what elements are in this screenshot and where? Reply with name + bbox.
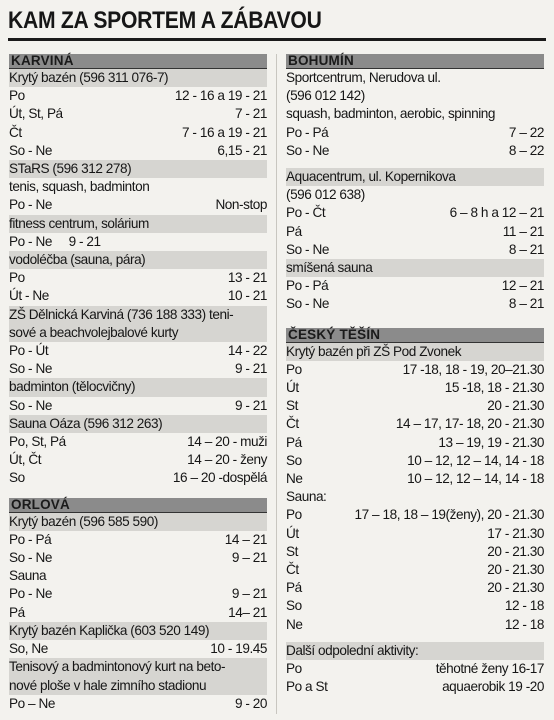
line-label: Aquacentrum, ul. Kopernikova bbox=[286, 169, 456, 185]
line-value: 12 - 16 a 19 - 21 bbox=[174, 88, 267, 104]
schedule-line bbox=[286, 142, 544, 160]
line-value: 13 - 21 bbox=[227, 270, 267, 286]
line-label: Tenisový a badmintonový kurt na beto- bbox=[9, 659, 226, 675]
line-value: 14 – 20 - ženy bbox=[187, 452, 267, 468]
line-label: squash, badminton, aerobic, spinning bbox=[286, 106, 495, 122]
schedule-line bbox=[9, 513, 267, 531]
schedule-line bbox=[286, 579, 544, 597]
line-label: Út bbox=[286, 380, 299, 396]
line-label: Po - Pá bbox=[286, 124, 329, 140]
schedule-line bbox=[286, 241, 544, 259]
schedule-line bbox=[286, 204, 544, 222]
line-label: Po - Ne bbox=[9, 197, 52, 213]
line-label: Ne bbox=[286, 616, 303, 632]
schedule-line bbox=[9, 585, 267, 603]
schedule-line bbox=[9, 360, 267, 378]
schedule-line bbox=[286, 69, 544, 87]
schedule-line bbox=[9, 87, 267, 105]
line-label: So - Ne bbox=[9, 397, 52, 413]
line-value: Non-stop bbox=[215, 197, 267, 213]
schedule-line bbox=[9, 196, 267, 214]
line-value: 15 -18, 18 - 21.30 bbox=[444, 380, 544, 396]
title-rule bbox=[8, 38, 546, 41]
schedule-line bbox=[286, 434, 544, 452]
line-value: 14 – 21 bbox=[224, 531, 267, 547]
schedule-line bbox=[9, 269, 267, 287]
line-label: Krytý bazén při ZŠ Pod Zvonek bbox=[286, 343, 462, 359]
line-value: 8 – 21 bbox=[508, 241, 544, 257]
line-label: Po - Čt bbox=[286, 205, 326, 221]
line-label: vodoléčba (sauna, pára) bbox=[9, 252, 146, 268]
schedule-line bbox=[286, 597, 544, 615]
schedule-line bbox=[9, 287, 267, 305]
line-label: Út, Čt bbox=[9, 452, 42, 468]
line-label: (596 012 638) bbox=[286, 187, 365, 203]
line-label: STaRS (596 312 278) bbox=[9, 161, 132, 177]
line-value: 7 – 22 bbox=[508, 124, 544, 140]
line-value: 20 - 21.30 bbox=[487, 562, 544, 578]
schedule-line bbox=[9, 677, 267, 695]
schedule-line bbox=[286, 379, 544, 397]
line-label: Pá bbox=[9, 604, 25, 620]
section-heading: KARVINÁ bbox=[9, 54, 267, 69]
section-karvina bbox=[9, 54, 267, 488]
column-divider bbox=[276, 54, 277, 714]
line-value: 17 -18, 18 - 19, 20–21.30 bbox=[402, 361, 544, 377]
line-value: 8 – 22 bbox=[508, 142, 544, 158]
schedule-line bbox=[9, 178, 267, 196]
line-label: Čt bbox=[286, 562, 299, 578]
line-value: 17 - 21.30 bbox=[487, 525, 544, 541]
schedule-line bbox=[286, 561, 544, 579]
line-value: 14– 21 bbox=[228, 604, 267, 620]
schedule-line bbox=[286, 397, 544, 415]
line-value: 9 - 20 bbox=[234, 695, 267, 711]
schedule-line bbox=[9, 378, 267, 396]
line-label: So - Ne bbox=[286, 142, 329, 158]
line-label: So - Ne bbox=[9, 361, 52, 377]
line-label: Po - Út bbox=[9, 343, 49, 359]
schedule-line bbox=[9, 160, 267, 178]
line-label: So bbox=[9, 470, 25, 486]
schedule-line bbox=[9, 69, 267, 87]
schedule-line bbox=[9, 324, 267, 342]
schedule-line bbox=[286, 488, 544, 506]
schedule-line bbox=[9, 415, 267, 433]
right-column bbox=[286, 54, 544, 697]
schedule-line bbox=[9, 622, 267, 640]
schedule-line bbox=[286, 506, 544, 524]
line-label: So - Ne bbox=[9, 550, 52, 566]
schedule-line bbox=[9, 604, 267, 622]
line-label: Po, St, Pá bbox=[9, 434, 66, 450]
line-value: 10 - 21 bbox=[227, 288, 267, 304]
section-heading: BOHUMÍN bbox=[286, 54, 544, 69]
line-label: St bbox=[286, 543, 298, 559]
schedule-line bbox=[286, 223, 544, 241]
schedule-line bbox=[9, 397, 267, 415]
line-value: 11 – 21 bbox=[502, 223, 544, 239]
line-value: 14 – 20 - muži bbox=[187, 434, 267, 450]
line-value: 10 – 12, 12 – 14, 14 - 18 bbox=[407, 452, 544, 468]
schedule-line bbox=[9, 124, 267, 142]
line-value: 8 – 21 bbox=[508, 296, 544, 312]
schedule-line bbox=[9, 549, 267, 567]
line-value: 14 – 17, 17- 18, 20 - 21.30 bbox=[395, 416, 544, 432]
schedule-line bbox=[9, 251, 267, 269]
line-label: Po bbox=[286, 661, 302, 677]
line-value: 7 - 16 a 19 - 21 bbox=[182, 124, 267, 140]
line-value: 10 – 12, 12 – 14, 14 - 18 bbox=[407, 471, 544, 487]
line-label: badminton (tělocvičny) bbox=[9, 379, 136, 395]
line-value: 9 – 21 bbox=[231, 586, 267, 602]
schedule-line bbox=[286, 415, 544, 433]
line-value: těhotné ženy 16-17 bbox=[435, 661, 544, 677]
line-value: aquaerobik 19 -20 bbox=[442, 679, 544, 695]
schedule-line bbox=[286, 168, 544, 186]
schedule-line bbox=[286, 678, 544, 696]
line-label: Po - Ne 9 - 21 bbox=[9, 233, 101, 249]
line-value: 14 - 22 bbox=[227, 343, 267, 359]
line-label: Út bbox=[286, 525, 299, 541]
schedule-line bbox=[9, 105, 267, 123]
line-value: 20 - 21.30 bbox=[487, 580, 544, 596]
line-label: fitness centrum, solárium bbox=[9, 215, 149, 231]
line-label: Další odpolední aktivity: bbox=[286, 642, 419, 658]
schedule-line bbox=[286, 525, 544, 543]
section-cesky-tesin bbox=[286, 328, 544, 697]
line-label: Út, St, Pá bbox=[9, 106, 63, 122]
line-label: Pá bbox=[286, 223, 302, 239]
line-label: tenis, squash, badminton bbox=[9, 179, 150, 195]
schedule-line bbox=[286, 277, 544, 295]
section-bohumin bbox=[286, 54, 544, 314]
page-title: KAM ZA SPORTEM A ZÁBAVOU bbox=[8, 7, 322, 34]
line-label: Po bbox=[286, 507, 302, 523]
line-value: 9 - 21 bbox=[234, 397, 267, 413]
line-label: Sauna: bbox=[286, 489, 327, 505]
line-label: Sauna Oáza (596 312 263) bbox=[9, 415, 163, 431]
schedule-line bbox=[286, 124, 544, 142]
line-value: 6,15 - 21 bbox=[217, 142, 267, 158]
line-label: So - Ne bbox=[286, 241, 329, 257]
line-value: 9 - 21 bbox=[234, 361, 267, 377]
line-label: So bbox=[286, 452, 302, 468]
schedule-line bbox=[9, 306, 267, 324]
line-label: (596 012 142) bbox=[286, 88, 365, 104]
line-value: 10 - 19.45 bbox=[210, 641, 267, 657]
schedule-line bbox=[286, 295, 544, 313]
line-label: So - Ne bbox=[9, 142, 52, 158]
left-column bbox=[9, 54, 267, 713]
line-value: 6 – 8 h a 12 – 21 bbox=[449, 205, 544, 221]
line-label: Po – Ne bbox=[9, 695, 55, 711]
line-label: Čt bbox=[286, 416, 299, 432]
line-value: 9 – 21 bbox=[231, 550, 267, 566]
schedule-line bbox=[9, 433, 267, 451]
schedule-line bbox=[9, 658, 267, 676]
line-label: Sauna bbox=[9, 568, 47, 584]
line-label: Po bbox=[9, 88, 25, 104]
schedule-line bbox=[9, 695, 267, 713]
schedule-line bbox=[9, 451, 267, 469]
schedule-line bbox=[286, 634, 544, 642]
line-label: Sportcentrum, Nerudova ul. bbox=[286, 70, 441, 85]
line-value: 20 - 21.30 bbox=[487, 398, 544, 414]
schedule-line bbox=[286, 160, 544, 168]
schedule-line bbox=[9, 233, 267, 251]
line-value: 12 – 21 bbox=[501, 278, 544, 294]
schedule-line bbox=[9, 640, 267, 658]
line-label: Pá bbox=[286, 434, 302, 450]
line-label: Po bbox=[9, 270, 25, 286]
line-label: smíšená sauna bbox=[286, 260, 373, 276]
schedule-line bbox=[286, 642, 544, 660]
schedule-line bbox=[286, 259, 544, 277]
line-label: sové a beachvolejbalové kurty bbox=[9, 324, 179, 340]
schedule-line bbox=[286, 87, 544, 105]
line-value: 16 – 20 -dospělá bbox=[172, 470, 267, 486]
schedule-line bbox=[286, 452, 544, 470]
section-heading: ČESKÝ TĚŠÍN bbox=[286, 328, 544, 343]
line-label: So, Ne bbox=[9, 641, 48, 657]
schedule-line bbox=[286, 616, 544, 634]
line-label: Krytý bazén (596 585 590) bbox=[9, 513, 158, 529]
line-value: 12 - 18 bbox=[504, 598, 544, 614]
line-label: Po bbox=[286, 361, 302, 377]
line-label: Po - Pá bbox=[286, 278, 329, 294]
schedule-line bbox=[9, 567, 267, 585]
schedule-line bbox=[9, 342, 267, 360]
section-heading: ORLOVÁ bbox=[9, 498, 267, 513]
schedule-line bbox=[286, 543, 544, 561]
line-label: So - Ne bbox=[286, 296, 329, 312]
schedule-line bbox=[286, 660, 544, 678]
line-label: Út - Ne bbox=[9, 288, 49, 304]
line-label: Ne bbox=[286, 471, 303, 487]
line-label: Po a St bbox=[286, 679, 328, 695]
line-label: Pá bbox=[286, 580, 302, 596]
schedule-line bbox=[9, 469, 267, 487]
line-value: 7 - 21 bbox=[234, 106, 267, 122]
line-label: St bbox=[286, 398, 298, 414]
line-label: Po - Ne bbox=[9, 586, 52, 602]
schedule-line bbox=[286, 470, 544, 488]
line-value: 20 - 21.30 bbox=[487, 543, 544, 559]
line-label: ZŠ Dělnická Karviná (736 188 333) teni- bbox=[9, 306, 234, 322]
line-value: 13 – 19, 19 - 21.30 bbox=[438, 434, 544, 450]
schedule-line bbox=[286, 186, 544, 204]
line-label: Krytý bazén (596 311 076-7) bbox=[9, 70, 169, 85]
line-label: Čt bbox=[9, 124, 22, 140]
line-label: Krytý bazén Kaplička (603 520 149) bbox=[9, 622, 210, 638]
schedule-line bbox=[286, 361, 544, 379]
line-label: So bbox=[286, 598, 302, 614]
line-value: 17 – 18, 18 – 19(ženy), 20 - 21.30 bbox=[354, 507, 544, 523]
schedule-line bbox=[9, 531, 267, 549]
schedule-line bbox=[286, 105, 544, 123]
schedule-line bbox=[286, 343, 544, 361]
line-value: 12 - 18 bbox=[504, 616, 544, 632]
line-label: nové ploše v hale zimního stadionu bbox=[9, 677, 207, 693]
section-orlova bbox=[9, 498, 267, 713]
schedule-line bbox=[9, 215, 267, 233]
schedule-line bbox=[9, 142, 267, 160]
line-label: Po - Pá bbox=[9, 531, 52, 547]
